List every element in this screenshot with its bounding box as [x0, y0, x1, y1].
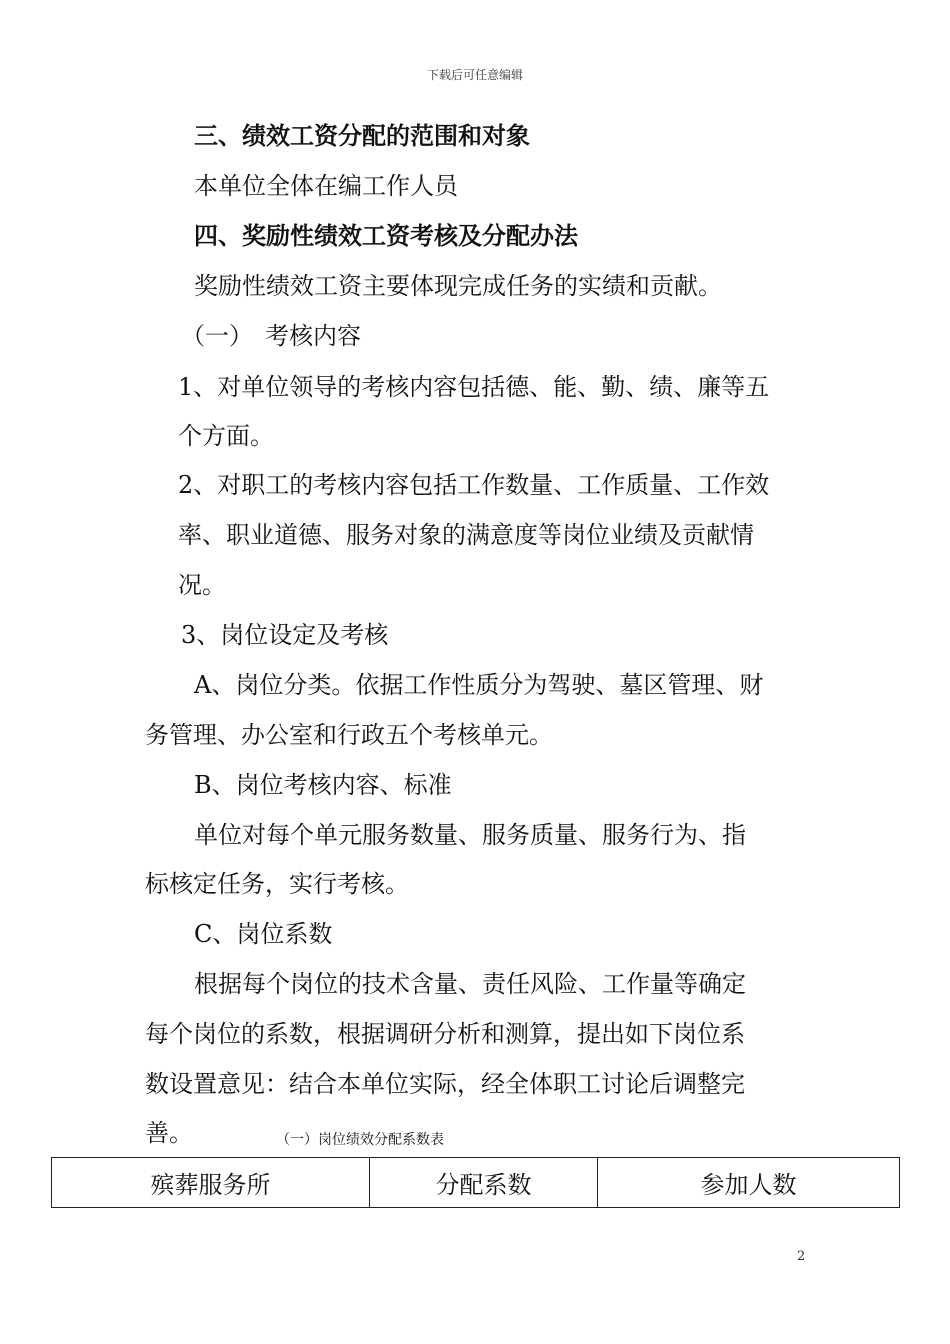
paragraph-line: 3、岗位设定及考核: [181, 621, 389, 649]
paragraph-line: 1、对单位领导的考核内容包括德、能、勤、绩、廉等五: [178, 373, 770, 401]
coefficient-table: [51, 1157, 900, 1208]
paragraph-line: 个方面。: [178, 422, 274, 450]
paragraph-line: 率、职业道德、服务对象的满意度等岗位业绩及贡献情: [178, 521, 754, 549]
paragraph-line: 每个岗位的系数，根据调研分析和测算，提出如下岗位系: [145, 1020, 745, 1048]
paragraph-line: 数设置意见：结合本单位实际，经全体职工讨论后调整完: [145, 1070, 745, 1098]
subsection-heading: （一） 考核内容: [181, 322, 361, 350]
section-heading-3: 三、绩效工资分配的范围和对象: [194, 122, 530, 150]
paragraph-line: 2、对职工的考核内容包括工作数量、工作质量、工作效: [178, 471, 770, 499]
page-number: 2: [797, 1249, 806, 1264]
section-heading-4: 四、奖励性绩效工资考核及分配办法: [194, 222, 578, 250]
paragraph-line: 善。: [145, 1119, 193, 1147]
page-header: 下载后可任意编辑: [426, 68, 523, 82]
paragraph-line: 单位对每个单元服务数量、服务质量、服务行为、指: [194, 821, 746, 849]
paragraph-line: 奖励性绩效工资主要体现完成任务的实绩和贡献。: [194, 272, 722, 300]
paragraph-line: 况。: [178, 571, 226, 599]
table-header-cell: 参加人数: [598, 1158, 900, 1208]
table-caption: （一）岗位绩效分配系数表: [276, 1132, 444, 1148]
paragraph-line: 根据每个岗位的技术含量、责任风险、工作量等确定: [194, 970, 746, 998]
table-header-row: [52, 1158, 900, 1208]
paragraph-line: 务管理、办公室和行政五个考核单元。: [145, 721, 553, 749]
paragraph-line: 标核定任务，实行考核。: [145, 870, 409, 898]
paragraph-line: 本单位全体在编工作人员: [194, 172, 458, 200]
table-header-cell: 分配系数: [370, 1158, 598, 1208]
paragraph-line: A、岗位分类。依据工作性质分为驾驶、墓区管理、财: [194, 671, 764, 699]
paragraph-line: B、岗位考核内容、标准: [194, 771, 452, 799]
table-header-cell: 殡葬服务所: [52, 1158, 370, 1208]
paragraph-line: C、岗位系数: [194, 920, 333, 948]
